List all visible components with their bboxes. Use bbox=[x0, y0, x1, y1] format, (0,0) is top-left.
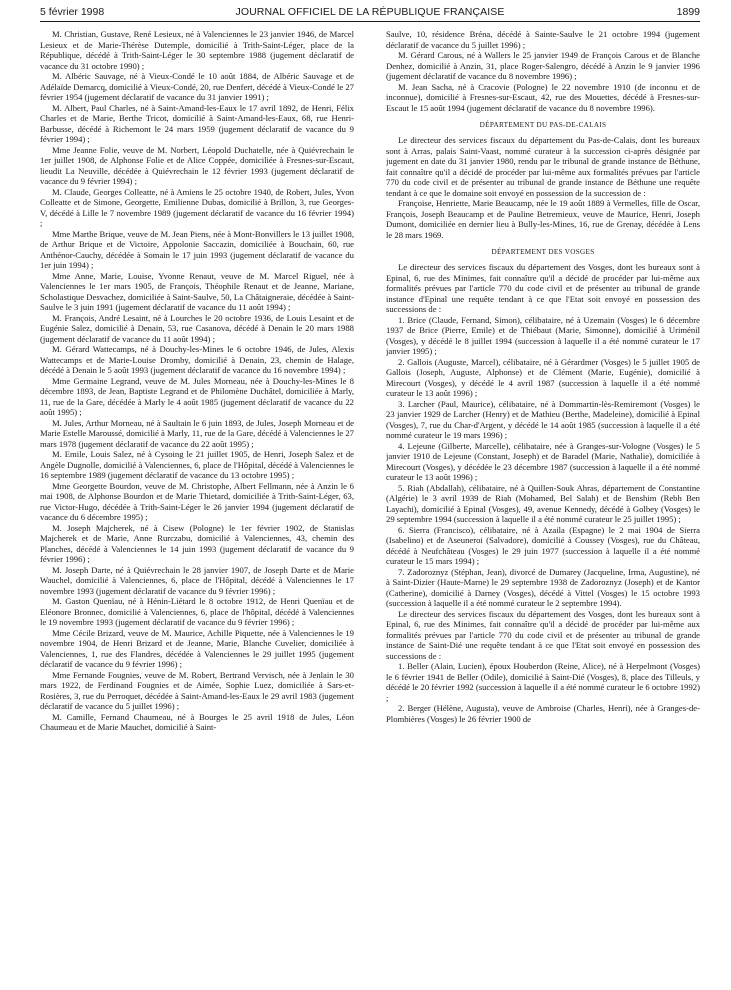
header-rule bbox=[40, 21, 700, 22]
paragraph: Le directeur des services fiscaux du département des Vosges, dont les bureaux sont à Epinal, 6, rue des Minimes, fait connaître qu'il a décidé de procéder par lui-même aux formalités prévues par l'article 770 du code civil et de présenter au tribunal de grande instance de Saint-Dié une requête tendant à ce que l'Etat soit envoyé en possession des successions de : bbox=[386, 608, 700, 661]
right-column bbox=[386, 29, 700, 990]
text-columns bbox=[40, 29, 700, 990]
section-heading-pas-de-calais: DÉPARTEMENT DU PAS-DE-CALAIS bbox=[479, 121, 607, 129]
header-date: 5 février 1998 bbox=[40, 6, 105, 18]
paragraph: M. Gérard Wattecamps, né à Douchy-les-Mines le 6 octobre 1946, de Jules, Alexis Wattecamps et de Marie-Louise Dromby, domicilié à Denain, 23, chemin de Halage, décédé à Denain le 5 août 1993 (jugement déclaratif de vacance du 16 novembre 1994) ; bbox=[40, 344, 354, 375]
paragraph: Mme Georgette Bourdon, veuve de M. Christophe, Albert Fellmann, née à Anzin le 6 mai 1908, de Alphonse Bourdon et de Marie Thietard, domiciliée à Trith-Saint-Léger, 63, rue Victor-Hugo, décédée à Trith-Saint-Léger le 26 janvier 1994 (jugement déclaratif de vacance du 6 décembre 1995) ; bbox=[40, 480, 354, 522]
left-column bbox=[40, 29, 354, 990]
paragraph: Mme Germaine Legrand, veuve de M. Jules Morneau, née à Douchy-les-Mines le 8 décembre 1893, de Jean, Baptiste Legrand et de Philomène Duchâtel, domiciliée à Marly, 11, rue de la Gare, décédée à Marly le 4 août 1985 (jugement déclaratif de vacance du 22 août 1995) ; bbox=[40, 375, 354, 417]
paragraph: M. Gérard Carous, né à Wallers le 25 janvier 1949 de François Carous et de Blanche Denhez, domicilié à Anzin, 31, place Roger-Salengro, décédé à Anzin le 9 janvier 1996 (jugement déclaratif de vacance du 8 novembre 1996) ; bbox=[386, 50, 700, 81]
paragraph: 6. Sierra (Francisco), célibataire, né à Azaila (Espagne) le 2 mai 1904 de Sierra (Isabelino) et de Aseuneroi (Salvadore), domicilié à Coussey (Vosges), rue du Château, décédé à Neufchâteau (Vosges) le 29 juin 1977 (succession à laquelle il a été nommé curateur le 15 mars 1994) ; bbox=[386, 524, 700, 566]
paragraph: Le directeur des services fiscaux du département du Pas-de-Calais, dont les bureaux sont à Arras, palais Saint-Vaast, nommé curateur à la succession ci-après désignée par jugement en date du 31 janvier 1980, rendu par le tribunal de grande instance de Béthune, fait connaître qu'il a décidé de procéder par lui-même aux formalités prévues par l'article 770 du code civil et de présenter au tribunal de grande instance de Béthune une requête tendant à ce que le domaine soit envoyé en possession de la succession de : bbox=[386, 135, 700, 198]
paragraph: M. Jules, Arthur Morneau, né à Saultain le 6 juin 1893, de Jules, Joseph Morneau et de Marie Estelle Maroussé, domicilié à Marly, 11, rue de la Gare, décédé à Valenciennes le 27 mars 1978 (jugement déclaratif de vacance du 22 août 1995) ; bbox=[40, 417, 354, 449]
paragraph: 2. Berger (Hélène, Augusta), veuve de Ambroise (Charles, Henri), née à Granges-de-Plombières (Vosges) le 26 février 1900 de bbox=[386, 703, 700, 724]
paragraph: M. Albéric Sauvage, né à Vieux-Condé le 10 août 1884, de Albéric Sauvage et de Adélaïde Demarcq, domicilié à Vieux-Condé, 20, rue Denfert, décédé à Vieux-Condé le 27 février 1954 (jugement déclaratif de vacance du 31 janvier 1991) ; bbox=[40, 71, 354, 102]
paragraph: Mme Fernande Fougnies, veuve de M. Robert, Bertrand Vervisch, née à Jenlain le 30 mars 1922, de Ferdinand Fougnies et de Aimée, Sophie Luez, domiciliée à Sars-et-Rosières, 3, rue du Perroquet, décédée à Saint-Amand-les-Eaux le 29 avril 1983 (jugement déclaratif de vacance du 5 juillet 1996) ; bbox=[40, 669, 354, 711]
paragraph: 1. Beller (Alain, Lucien), époux Houberdon (Reine, Alice), né à Herpelmont (Vosges) le 6 février 1941 de Beller (Odile), domicilié à Saint-Dié (Vosges), 8, place des Tilleuls, y décédé le 20 février 1992 (succession à laquelle il a été nommé curateur le 6 octobre 1992) ; bbox=[386, 661, 700, 703]
paragraph: M. Camille, Fernand Chaumeau, né à Bourges le 25 avril 1918 de Jules, Léon Chaumeau et de Marie Mauchet, domicilié à Saint- bbox=[40, 711, 354, 732]
paragraph: 2. Gallois (Auguste, Marcel), célibataire, né à Gérardmer (Vosges) le 5 juillet 1905 de Gallois (Joseph, Auguste, Alphonse) et de Clément (Marie, Eugénie), domicilié à Mirecourt (Vosges), y décédé le 4 avril 1987 (succession à laquelle il a été nommé curateur le 13 août 1996) ; bbox=[386, 356, 700, 398]
paragraph: M. Joseph Darte, né à Quiévrechain le 28 janvier 1907, de Joseph Darte et de Marie Wauchel, domicilié à Valenciennes, 6, place de l'Hôpital, décédé à Valenciennes le 17 novembre 1993 (jugement déclaratif de vacance du 9 février 1996) ; bbox=[40, 564, 354, 596]
paragraph: M. Emile, Louis Salez, né à Cysoing le 21 juillet 1905, de Henri, Joseph Salez et de Angèle Dugnolle, domicilié à Valenciennes, 6, place de l'Hôpital, décédé à Valenciennes le 16 septembre 1989 (jugement déclaratif de vacance du 13 octobre 1995) ; bbox=[40, 449, 354, 480]
paragraph: 4. Lejeune (Gilberte, Marcelle), célibataire, née à Granges-sur-Vologne (Vosges) le 5 janvier 1910 de Lejeune (Constant, Joseph) et de Baradel (Marie, Nathalie), domiciliée à Mirecourt (Vosges), y décédée le 23 décembre 1987 (succession à laquelle il a été nommé curateur le 13 août 1996) ; bbox=[386, 440, 700, 482]
paragraph: Mme Cécile Brizard, veuve de M. Maurice, Achille Piquette, née à Valenciennes le 19 novembre 1904, de Henri Brizard et de Jeanne, Marie, Blanche Cuvelier, domiciliée à Valenciennes, 1, rue des Flandres, décédée à Valenciennes le 29 juillet 1995 (jugement déclaratif de vacance du 9 février 1996) ; bbox=[40, 627, 354, 669]
paragraph: M. Albert, Paul Charles, né à Saint-Amand-les-Eaux le 17 avril 1892, de Henri, Félix Charles et de Marie, Berthe Tricot, domicilié à Saint-Amand-les-Eaux, 68, rue Henri-Barbusse, décédé à Richemont le 24 mars 1959 (jugement déclaratif de vacance du 9 février 1994) ; bbox=[40, 102, 354, 144]
paragraph: M. Jean Sacha, né à Cracovie (Pologne) le 22 novembre 1910 (de inconnu et de inconnue), domicilié à Fresnes-sur-Escaut, 42, rue des Mouettes, décédé à Fresnes-sur-Escaut le 15 août 1994 (jugement déclaratif de vacance du 8 novembre 1996). bbox=[386, 81, 700, 113]
page-number: 1899 bbox=[676, 6, 700, 18]
paragraph: Mme Anne, Marie, Louise, Yvonne Renaut, veuve de M. Marcel Riguel, née à Valenciennes le 1er mars 1905, de François, Théophile Renaut et de Jeanne, Mariane, Scholastique Desvachez, domiciliée à Saint-Saulve, 50, La Châtaigneraie, décédée à Saint-Saulve le 3 juin 1991 (jugement déclaratif de vacance du 11 août 1994) ; bbox=[40, 270, 354, 312]
paragraph: 1. Brice (Claude, Fernand, Simon), célibataire, né à Uzemain (Vosges) le 6 décembre 1937 de Brice (Pierre, Emile) et de Thiébaut (Marie, Simonne), domicilié à Uriménil (Vosges), y décédé le 8 juillet 1994 (succession à laquelle il a été nommé curateur le 17 janvier 1995) ; bbox=[386, 314, 700, 356]
paragraph: Mme Jeanne Folie, veuve de M. Norbert, Léopold Duchatelle, née à Quiévrechain le 1er juillet 1908, de Alphonse Folie et de Alice Coppée, domiciliée à Fresnes-sur-Escaut, lieudit La Neuville, décédée à Quiévrechain le 12 février 1993 (jugement déclaratif de vacance du 9 février 1994) ; bbox=[40, 144, 354, 186]
paragraph: Mme Marthe Brique, veuve de M. Jean Piens, née à Mont-Bonvillers le 13 juillet 1908, de Arthur Brique et de Victoire, Appolonie Saccazin, domiciliée à Bouchain, 60, rue Anthénor-Cauchy, décédée à Somain le 17 juin 1993 (jugement déclaratif de vacance du 1er juin 1994) ; bbox=[40, 228, 354, 270]
paragraph: 3. Larcher (Paul, Maurice), célibataire, né à Dommartin-lès-Remiremont (Vosges) le 23 janvier 1929 de Larcher (Henry) et de Mathieu (Berthe, Madeleine), domicilié à Epinal (Vosges), 7, rue du Char-d'Argent, y décédé le 14 août 1985 (succession à laquelle il a été nommé curateur le 19 mars 1996) ; bbox=[386, 398, 700, 440]
page-header bbox=[40, 6, 700, 20]
paragraph: Françoise, Henriette, Marie Beaucamp, née le 19 août 1889 à Vermelles, fille de Oscar, François, Joseph Beaucamp et de Pauline Betremieux, veuve de Maurice, Henri, Joseph Dumont, domiciliée en dernier lieu à Bully-les-Mines, 16, rue de Grenay, décédée à Lens le 28 mars 1969. bbox=[386, 198, 700, 240]
paragraph: 7. Zadoroznyz (Stéphan, Jean), divorcé de Dumarey (Jacqueline, Irma, Augustine), né à Saint-Dizier (Haute-Marne) le 29 septembre 1938 de Zadoroznyz (Joseph) et de Kantor (Catherine), domicilié à Darney (Vosges), décédé à Vittel (Vosges) le 15 octobre 1993 (succession à laquelle il a été nommé curateur le 2 septembre 1994). bbox=[386, 566, 700, 608]
paragraph: M. Christian, Gustave, René Lesieux, né à Valenciennes le 23 janvier 1946, de Marcel Lesieux et de Marie-Thérèse Dutemple, domicilié à Trith-Saint-Léger, place de la République, décédé à Trith-Saint-Léger le 30 septembre 1988 (jugement déclaratif de vacance du 31 octobre 1990) ; bbox=[40, 29, 354, 71]
paragraph: Le directeur des services fiscaux du département des Vosges, dont les bureaux sont à Epinal, 6, rue des Minimes, fait connaître qu'il a décidé de procéder par lui-même aux formalités prévues par l'article 770 du code civil et de présenter au tribunal de grande instance d'Epinal une requête tendant à ce que l'Etat soit envoyé en possession des successions de : bbox=[386, 262, 700, 314]
journal-title: JOURNAL OFFICIEL DE LA RÉPUBLIQUE FRANÇAISE bbox=[235, 6, 505, 18]
paragraph: M. Joseph Majcherek, né à Cisew (Pologne) le 1er février 1902, de Stanislas Majcherek et de Marie, Anne Rurczabu, domicilié à Valenciennes, 43, chemin des Planches, décédé à Valenciennes le 14 juin 1993 (jugement déclaratif de vacance du 9 février 1996) ; bbox=[40, 522, 354, 564]
paragraph: 5. Riah (Abdallah), célibataire, né à Quillen-Souk Ahras, département de Constantine (Algérie) le 3 avril 1939 de Riah (Mohamed, Bel Salah) et de Benshim (Rebh Ben Layachi), domicilié à Epinal (Vosges), 49, avenue Kennedy, décédé à Golbey (Vosges) le 29 septembre 1994 (succession à laquelle il a été nommé curateur le 25 juillet 1995) ; bbox=[386, 482, 700, 524]
paragraph: Saulve, 10, résidence Bréna, décédé à Sainte-Saulve le 21 octobre 1994 (jugement déclaratif de vacance du 5 juillet 1996) ; bbox=[386, 29, 700, 50]
paragraph: M. François, André Lesaint, né à Lourches le 20 octobre 1936, de Louis Lesaint et de Eugénie Salez, domicilié à Denain, 53, rue Casanova, décédé à Denain le 20 mars 1988 (jugement déclaratif de vacance du 11 août 1994) ; bbox=[40, 312, 354, 344]
paragraph: M. Gaston Quenïau, né à Hénin-Liétard le 8 octobre 1912, de Henri Quenïau et de Eléonore Bronnec, domicilié à Valenciennes, 6, place de l'hôpital, décédé à Valenciennes le 19 novembre 1993 (jugement déclaratif de vacance du 9 février 1996) ; bbox=[40, 596, 354, 627]
paragraph: M. Claude, Georges Colleatte, né à Amiens le 25 octobre 1940, de Robert, Jules, Yvon Colleatte et de Simone, Georgette, Emilienne Dubas, domicilié à Brillon, 3, rue Georges-V, décédé à Lille le 7 novembre 1989 (jugement déclaratif de vacance du 16 février 1994) ; bbox=[40, 186, 354, 228]
section-heading-vosges: DÉPARTEMENT DES VOSGES bbox=[491, 248, 595, 256]
